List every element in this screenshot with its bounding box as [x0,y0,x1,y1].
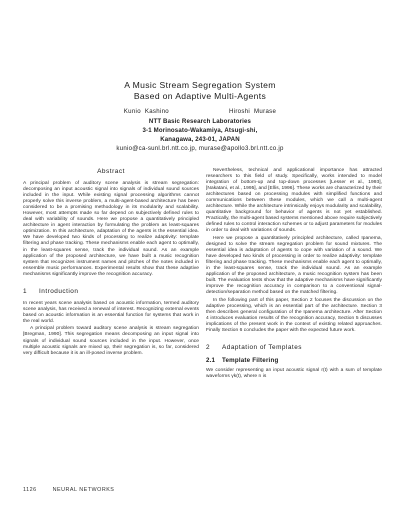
right-column [206,168,382,382]
section-2-number: 2 [206,344,211,352]
section-1-number: 1 [23,287,28,295]
section-1-heading [23,288,199,295]
left-column [23,168,199,358]
abstract-heading: Abstract [97,168,125,175]
subsection-2-1-heading [206,357,382,364]
author-murase: Hiroshi Murase [229,108,277,115]
intro-paragraph-2: A principal problem toward auditory scene analysis is stream segregation [Bregman, 1990]. This segregation means decomposing an input signal into signals of individual sound sources included in the input. However, once multiple acoustic signals are mixed up, their segregation is, so far, considered very difficult because it is an ill-posed inverse problem. [23,326,199,356]
paper-title-line-2: Based on Adaptive Multi-Agents [133,91,267,101]
section-2-paragraph-1: We consider representing an input acoustic signal r(t) with a sum of template waveforms γk(t), where n is [206,368,382,380]
affiliation-address-1: 3-1 Morinosato-Wakamiya, Atsugi-shi, [142,127,258,134]
page-footer [23,487,114,493]
intro-paragraph-5: In the following part of this paper, Section 2 focuses the discussion on the adaptive processing, which is an essential part of the architecture. Section 3 then describes general configuration of the Ipanema architecture. After Section 4 introduces evaluation results of the recognition accuracy, Section 5 discusses implications of the present work in the context of existing related approaches. Finally Section 6 concludes the paper with the expected future work. [206,297,382,334]
section-1-title: Introduction [39,287,79,295]
affiliation-address-2: Kanagawa, 243-01, JAPAN [160,136,240,143]
section-2-title: Adaptation of Templates [222,344,302,352]
author-kashino: Kunio Kashino [123,108,169,115]
affiliation-org: NTT Basic Research Laboratories [148,118,252,125]
section-2-heading [206,344,382,351]
running-head: NEURAL NETWORKS [52,487,115,493]
page-number: 1126 [23,487,37,493]
subsection-2-1-number: 2.1 [206,357,216,365]
paper-title-line-1: A Music Stream Segregation System [124,80,276,90]
subsection-2-1-title: Template Filtering [222,357,279,365]
author-line [0,108,400,115]
author-emails: kunio@ca-sunl.brl.ntt.co.jp, murase@apollo3.brl.ntt.co.jp [116,145,284,152]
intro-paragraph-4: Here we propose a quantitatively principled architecture, called Ipanema, designed to solve the stream segregation problem for sound mixtures. The essential idea is adaptation of agents to cope with variation of a sound. We have developed two kinds of processing in order to realize adaptivity: template filtering and phase tracking. These mechanisms enable each agent to optimally, in the least-squares sense, track the individual sound. As an example application of the proposed architecture, a music recognition system has been built. The evaluation tests show that the adaptive mechanisms have significantly improve the recognition accuracy in comparison to a conventional signal-detection/separation method based on the matched filtering. [206,236,382,296]
abstract-text: A principal problem of auditory scene analysis is stream segregation: decomposing an input acoustic signal into signals of individual sound sources included in the input. While existing signal processing algorithms cannot properly solve this inverse problem, a multi-agent-based architecture has been considered to be a promising methodology in its modularity and scalability. However, most attempts made so far depend on subjectively defined rules to deal with variability of sounds. Here we propose a quantitatively principled architecture in agent interaction by formulating the problem as least-squares optimization. In this architecture, adaptation of the agents is the essential idea. We have developed two kinds of processing to realize adaptivity: template filtering and phase tracking. These mechanisms enable each agent to optimally, in the least-squares sense, track the individual sound. As an example application of the proposed architecture, we have built a music recognition system that recognizes instrument names and pitches of the notes included in ensemble music performances. Experimental results show that these adaptive mechanisms significantly improve the recognition accuracy. [23,181,199,277]
intro-paragraph-3: Nevertheless, technical and applicational importance has attracted researchers to this field of study. Specifically, works intended to model integration of bottom-up and top-down processes [Lesser et al., 1993], [Nakatani, et al., 1995], and [Ellis, 1996]. These works are characterized by their architectures based on processing modules with simplified functions and communications between these modules, which we call a multi-agent architecture. While the architecture intrinsically enjoys modularity and scalability, quantitative background for behavior of agents is not yet established. Practically, the multi-agent based systems mentioned above require subjectively defined rules to control interaction schemes or to adjust parameters for modules in order to deal with variations of sounds. [206,168,382,234]
intro-paragraph-1: In recent years scene analysis based on acoustic information, termed auditory scene analysis, has received a renewal of interest. Recognizing external events based on acoustic information is an essential function for systems that work in the real world. [23,300,199,324]
